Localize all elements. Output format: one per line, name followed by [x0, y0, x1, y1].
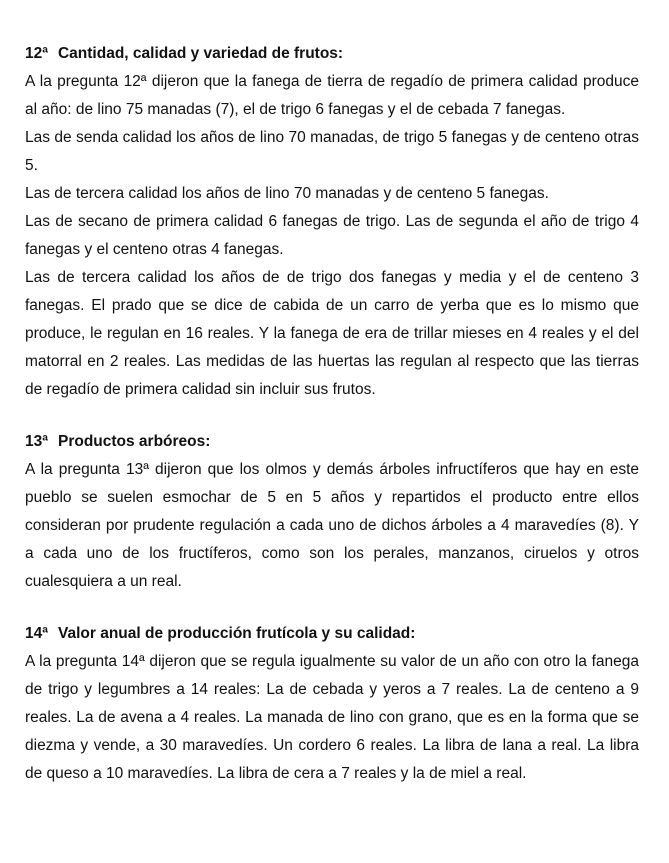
section-number: 14ª — [25, 625, 48, 642]
section-heading — [25, 40, 639, 68]
paragraph: Las de tercera calidad los años de de trigo dos fanegas y media y el de centeno 3 fanegas. El prado que se dice de cabida de un carro de yerba que es lo mismo que produce, le regulan en 16 reales. Y la fanega de era de trillar mieses en 4 reales y el del matorral en 2 reales. Las medidas de las huertas las regulan al respecto que las tierras de regadío de primera calidad sin incluir sus frutos. — [25, 269, 639, 398]
paragraph: Las de tercera calidad los años de lino 70 manadas y de centeno 5 fanegas. — [25, 185, 549, 202]
section-title: Valor anual de producción frutícola y su calidad: — [57, 625, 416, 642]
section-title: Cantidad, calidad y variedad de frutos: — [57, 45, 344, 62]
paragraph: A la pregunta 14ª dijeron que se regula igualmente su valor de un año con otro la fanega de trigo y legumbres a 14 reales: La de cebada y yeros a 7 reales. La de centeno a 9 reales. La de avena a 4 reales. La manada de lino con grano, que es en la forma que se diezma y vende, a 30 maravedíes. Un cordero 6 reales. La libra de lana a real. La libra de queso a 10 maravedíes. La libra de cera a 7 reales y la de miel a real. — [25, 653, 639, 782]
section-13 — [25, 428, 639, 596]
section-number: 12ª — [25, 45, 48, 62]
section-12 — [25, 40, 639, 404]
paragraph: A la pregunta 12ª dijeron que la fanega de tierra de regadío de primera calidad produce al año: de lino 75 manadas (7), el de trigo 6 fanegas y el de cebada 7 fanegas. — [25, 73, 639, 118]
section-heading — [25, 620, 639, 648]
paragraph: Las de secano de primera calidad 6 fanegas de trigo. Las de segunda el año de trigo 4 fanegas y el centeno otras 4 fanegas. — [25, 213, 639, 258]
section-number: 13ª — [25, 433, 48, 450]
section-heading — [25, 428, 639, 456]
section-14 — [25, 620, 639, 788]
paragraph: A la pregunta 13ª dijeron que los olmos y demás árboles infructíferos que hay en este pueblo se suelen esmochar de 5 en 5 años y repartidos el producto entre ellos consideran por prudente regulación a cada uno de dichos árboles a 4 maravedíes (8). Y a cada uno de los fructíferos, como son los perales, manzanos, ciruelos y otros cualesquiera a un real. — [25, 461, 639, 590]
paragraph: Las de senda calidad los años de lino 70 manadas, de trigo 5 fanegas y de centeno otras 5. — [25, 129, 639, 174]
section-title: Productos arbóreos: — [57, 433, 211, 450]
